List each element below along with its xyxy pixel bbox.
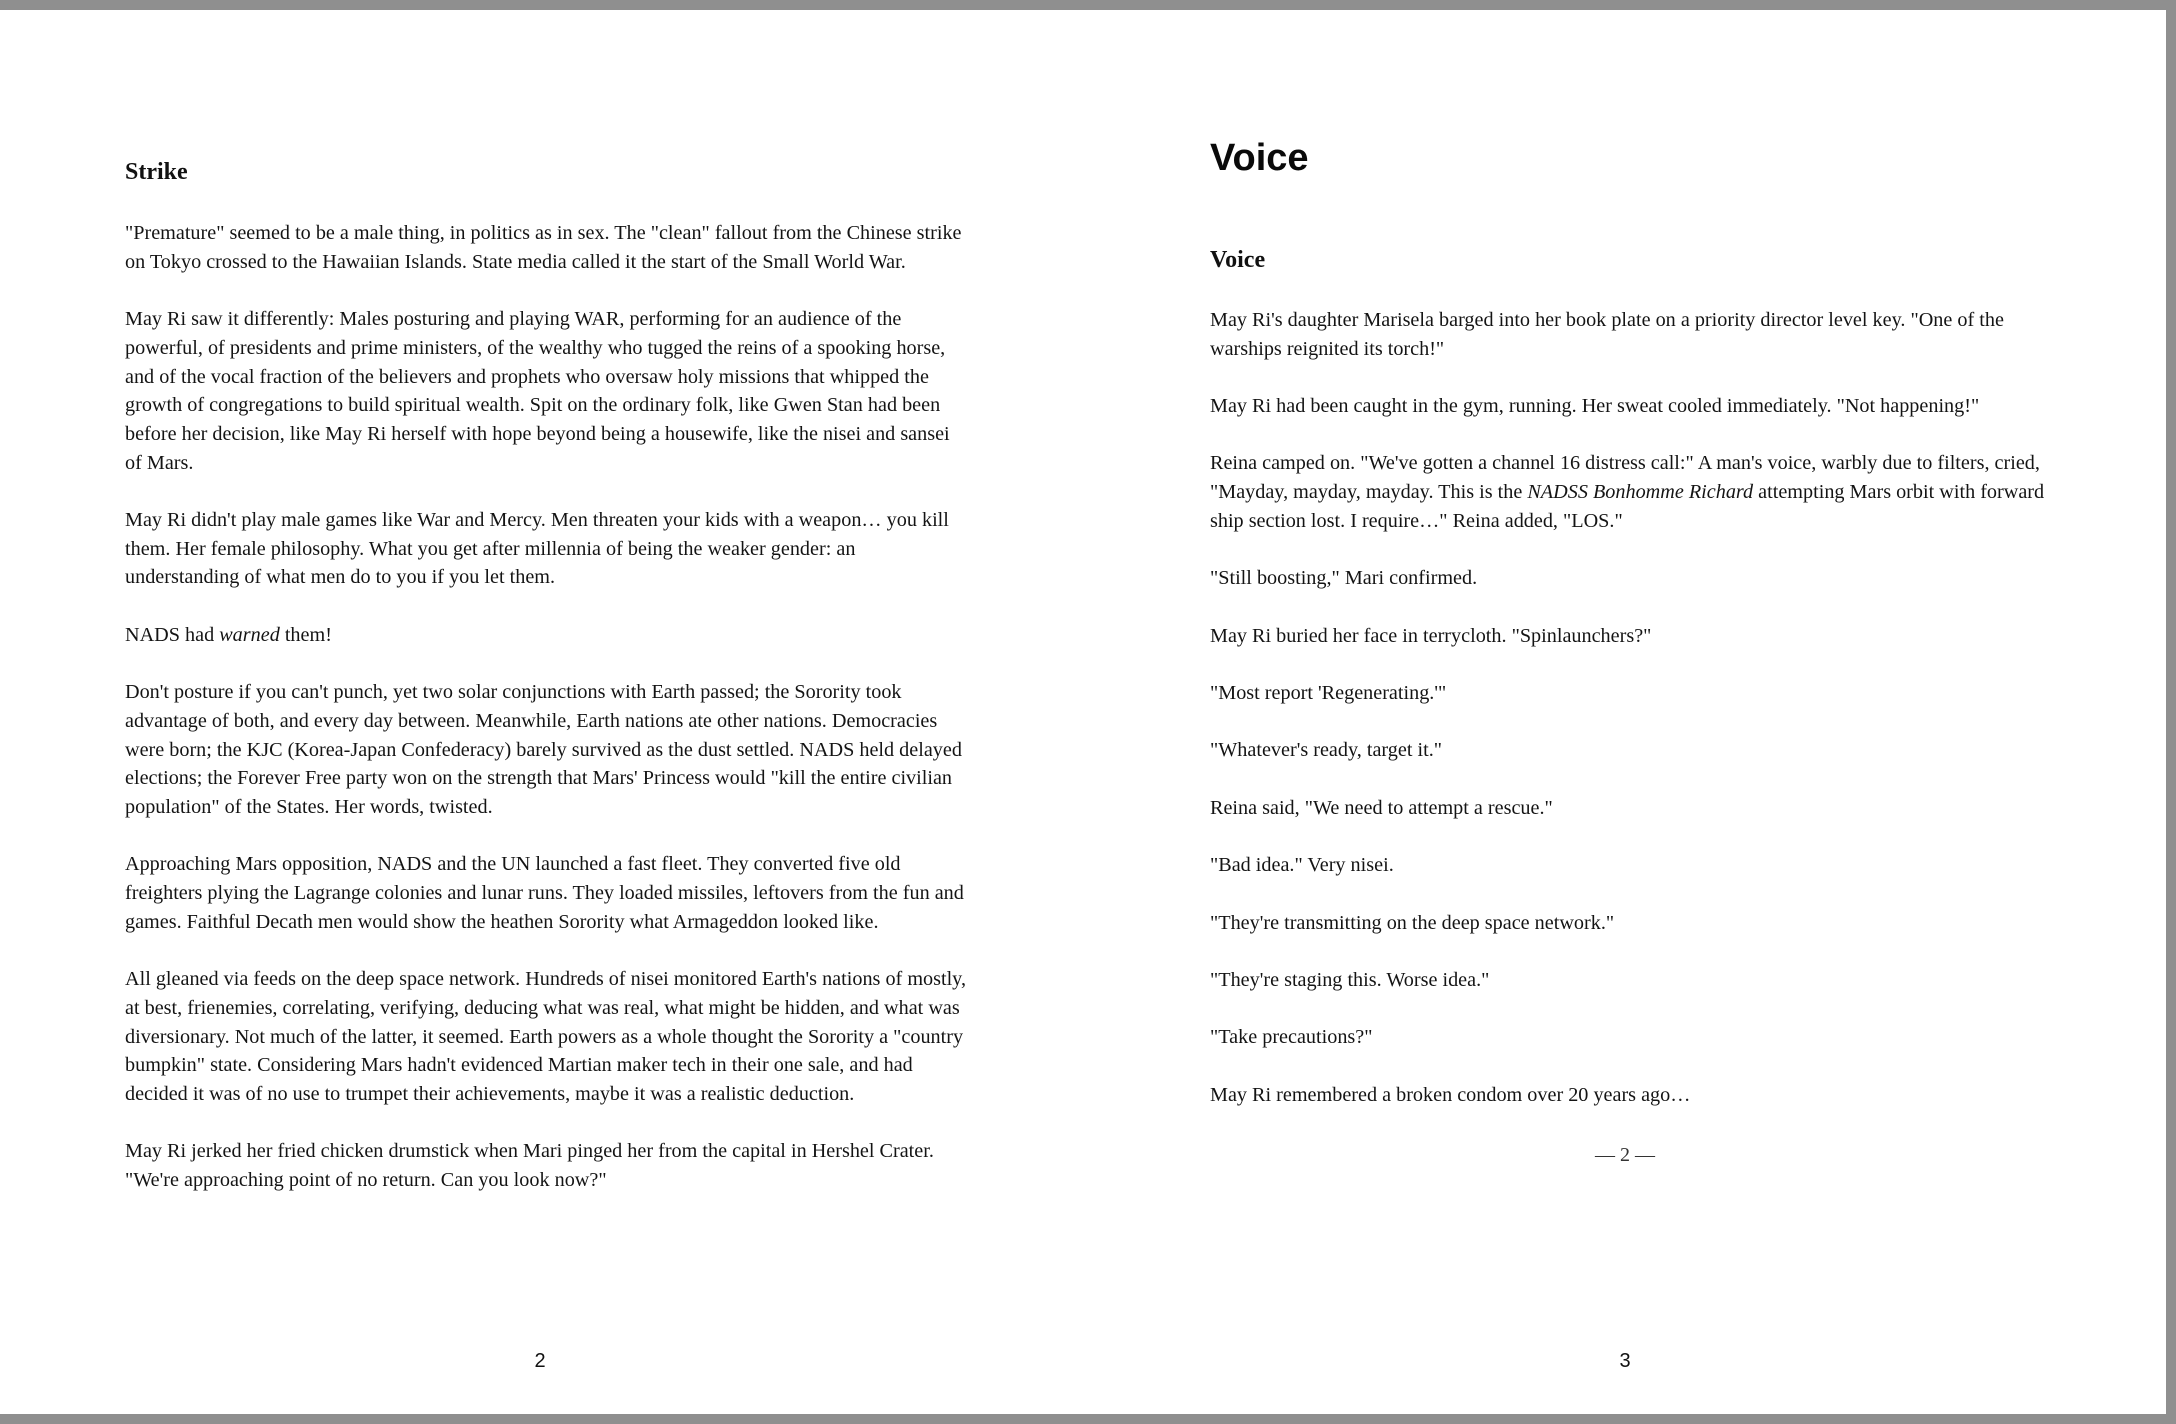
paragraph: Reina said, "We need to attempt a rescue." <box>1210 796 1553 819</box>
paragraph: May Ri jerked her fried chicken drumstick when Mari pinged her from the capital in Hershel Crater. "We're approaching point of no return. Can you look now?" <box>125 1140 934 1192</box>
paragraph <box>1210 449 2055 535</box>
paragraph: "Premature" seemed to be a male thing, in politics as in sex. The "clean" fallout from the Chinese strike on Tokyo crossed to the Hawaiian Islands. State media called it the start of the Small World War. <box>125 222 962 273</box>
paragraph <box>125 621 970 650</box>
paragraph: May Ri's daughter Marisela barged into her book plate on a priority director level key. "One of the warships reignited its torch!" <box>1210 309 2004 360</box>
book-spread <box>0 10 2166 1414</box>
left-page <box>0 10 1085 1414</box>
page-number: 2 <box>534 1350 546 1372</box>
paragraph-text: Reina camped on. "We've gotten a channel 16 distress call:" A man's voice, warbly due to filters, cried, "Mayday, mayday, mayday. This is the <box>1210 452 2040 504</box>
paragraph-text: NADS had <box>125 623 220 646</box>
emphasis-text: NADSS Bonhomme Richard <box>1527 481 1754 504</box>
paragraph: All gleaned via feeds on the deep space network. Hundreds of nisei monitored Earth's nations of mostly, at best, frienemies, correlating, verifying, deducing what was real, what might be hidden, and what was diversionary. Not much of the latter, it seemed. Earth powers as a whole thought the Sorority a "country bumpkin" state. Considering Mars hadn't evidenced Martian maker tech in their one sale, and had decided it was of no use to trumpet their achievements, maybe it was a realistic deduction. <box>125 968 967 1105</box>
emphasis-text: warned <box>219 623 280 646</box>
paragraph: May Ri didn't play male games like War and Mercy. Men threaten your kids with a weapon… you kill them. Her female philosophy. What you get after millennia of being the weaker gender: an understanding of what men do to you if you let them. <box>125 509 949 589</box>
section-heading-strike: Strike <box>125 159 188 185</box>
paragraph: Approaching Mars opposition, NADS and the UN launched a fast fleet. They converted five old freighters plying the Lagrange colonies and lunar runs. They loaded missiles, leftovers from the fun and games. Faithful Decath men would show the heathen Sorority what Armageddon looked like. <box>125 853 964 933</box>
paragraph-text: them! <box>279 623 332 646</box>
chapter-title: Voice <box>1210 137 1309 179</box>
paragraph: "Bad idea." Very nisei. <box>1210 854 1394 877</box>
paragraph: "Whatever's ready, target it." <box>1210 739 1442 762</box>
paragraph: May Ri saw it differently: Males posturing and playing WAR, performing for an audience of the powerful, of presidents and prime ministers, of the wealthy who tugged the reins of a spooking horse, and of the vocal fraction of the believers and prophets who oversaw holy missions that whipped the growth of congregations to build spiritual wealth. Spit on the ordinary folk, like Gwen Stan had been before her decision, like May Ri herself with hope beyond being a housewife, like the nisei and sansei of Mars. <box>125 308 950 474</box>
left-page-body <box>125 219 970 1195</box>
paragraph: Don't posture if you can't punch, yet two solar conjunctions with Earth passed; the Sorority took advantage of both, and every day between. Meanwhile, Earth nations ate other nations. Democracies were born; the KJC (Korea-Japan Confederacy) barely survived as the dust settled. NADS held delayed elections; the Forever Free party won on the strength that Mars' Princess would "kill the entire civilian population" of the States. Her words, twisted. <box>125 681 962 818</box>
paragraph: "Still boosting," Mari confirmed. <box>1210 567 1478 590</box>
paragraph-text: attempting Mars orbit with forward ship section lost. I require…" Reina added, "LOS." <box>1210 481 2045 532</box>
paragraph: May Ri had been caught in the gym, running. Her sweat cooled immediately. "Not happening!" <box>1210 395 1980 418</box>
section-heading-voice: Voice <box>1210 247 1266 273</box>
right-page <box>1085 10 2166 1414</box>
inline-page-marker: — 2 — <box>1595 1144 1655 1166</box>
paragraph: "Most report 'Regenerating.'" <box>1210 682 1447 705</box>
paragraph: May Ri remembered a broken condom over 20 years ago… <box>1210 1083 1691 1106</box>
paragraph: "They're staging this. Worse idea." <box>1210 969 1490 992</box>
page-number: 3 <box>1619 1350 1631 1372</box>
paragraph: "They're transmitting on the deep space network." <box>1210 911 1615 934</box>
paragraph: "Take precautions?" <box>1210 1026 1373 1049</box>
right-page-body <box>1210 306 2055 1110</box>
paragraph: May Ri buried her face in terrycloth. "Spinlaunchers?" <box>1210 624 1652 647</box>
